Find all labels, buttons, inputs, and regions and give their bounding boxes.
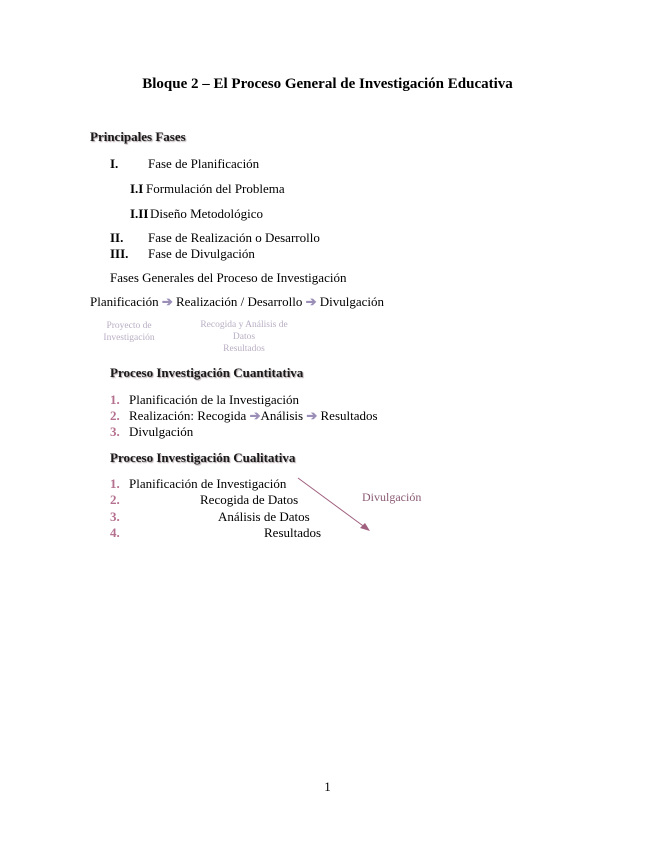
- arrow-right-icon: ➔: [305, 294, 317, 309]
- list-item: Planificación de Investigación: [129, 476, 287, 491]
- general-phases-heading: Fases Generales del Proceso de Investigación: [110, 270, 347, 285]
- list-number: 3.: [110, 424, 120, 439]
- flow-caption-realizacion: [190, 319, 298, 355]
- page-number: 1: [324, 779, 331, 794]
- phase-label: Fase de Planificación: [148, 156, 260, 171]
- caption-line: Proyecto de: [106, 321, 152, 331]
- list-number: 2.: [110, 408, 120, 423]
- list-number: 1.: [110, 476, 120, 491]
- list-item: Análisis de Datos: [218, 509, 310, 524]
- cualitativa-heading: Proceso Investigación Cualitativa: [110, 450, 296, 465]
- flow-caption-planificacion: [98, 320, 160, 344]
- list-number: 2.: [110, 492, 120, 507]
- caption-line: Resultados: [223, 344, 265, 354]
- phase-number: I.: [110, 156, 119, 171]
- list-item-text: Realización: Recogida: [129, 408, 247, 423]
- list-item: Divulgación: [129, 424, 194, 439]
- principales-fases-heading: Principales Fases: [90, 129, 186, 144]
- list-item-text: Análisis: [260, 408, 304, 423]
- subphase-number: I.I: [130, 181, 144, 196]
- list-number: 1.: [110, 392, 120, 407]
- list-item: Planificación de la Investigación: [129, 392, 300, 407]
- subphase-label: Diseño Metodológico: [150, 206, 264, 221]
- list-item: Resultados: [264, 525, 322, 540]
- arrow-right-icon: ➔: [306, 408, 318, 423]
- phase-label: Fase de Realización o Desarrollo: [148, 230, 320, 245]
- arrow-right-icon: ➔: [161, 294, 173, 309]
- phase-number: II.: [110, 230, 124, 245]
- arrow-right-icon: ➔: [249, 408, 261, 423]
- phase-label: Fase de Divulgación: [148, 246, 255, 261]
- caption-line: Investigación: [103, 333, 155, 343]
- list-number: 4.: [110, 525, 120, 540]
- process-flow: [90, 294, 384, 310]
- divulgacion-side-label: Divulgación: [362, 490, 422, 504]
- subphase-label: Formulación del Problema: [146, 181, 285, 196]
- list-item: [129, 408, 378, 424]
- cuantitativa-heading: Proceso Investigación Cuantitativa: [110, 365, 304, 380]
- flow-step-planificacion: Planificación: [90, 294, 159, 309]
- list-number: 3.: [110, 509, 120, 524]
- list-item-text: Resultados: [320, 408, 378, 423]
- caption-line: Datos: [232, 332, 256, 342]
- flow-step-divulgacion: Divulgación: [319, 294, 385, 309]
- document-title: Bloque 2 – El Proceso General de Investigación Educativa: [142, 76, 513, 92]
- caption-line: Recogida y Análisis de: [200, 320, 288, 330]
- list-item: Recogida de Datos: [200, 492, 299, 507]
- flow-step-realizacion: Realización / Desarrollo: [176, 294, 303, 309]
- phase-number: III.: [110, 246, 129, 261]
- subphase-number: I.II: [130, 206, 149, 221]
